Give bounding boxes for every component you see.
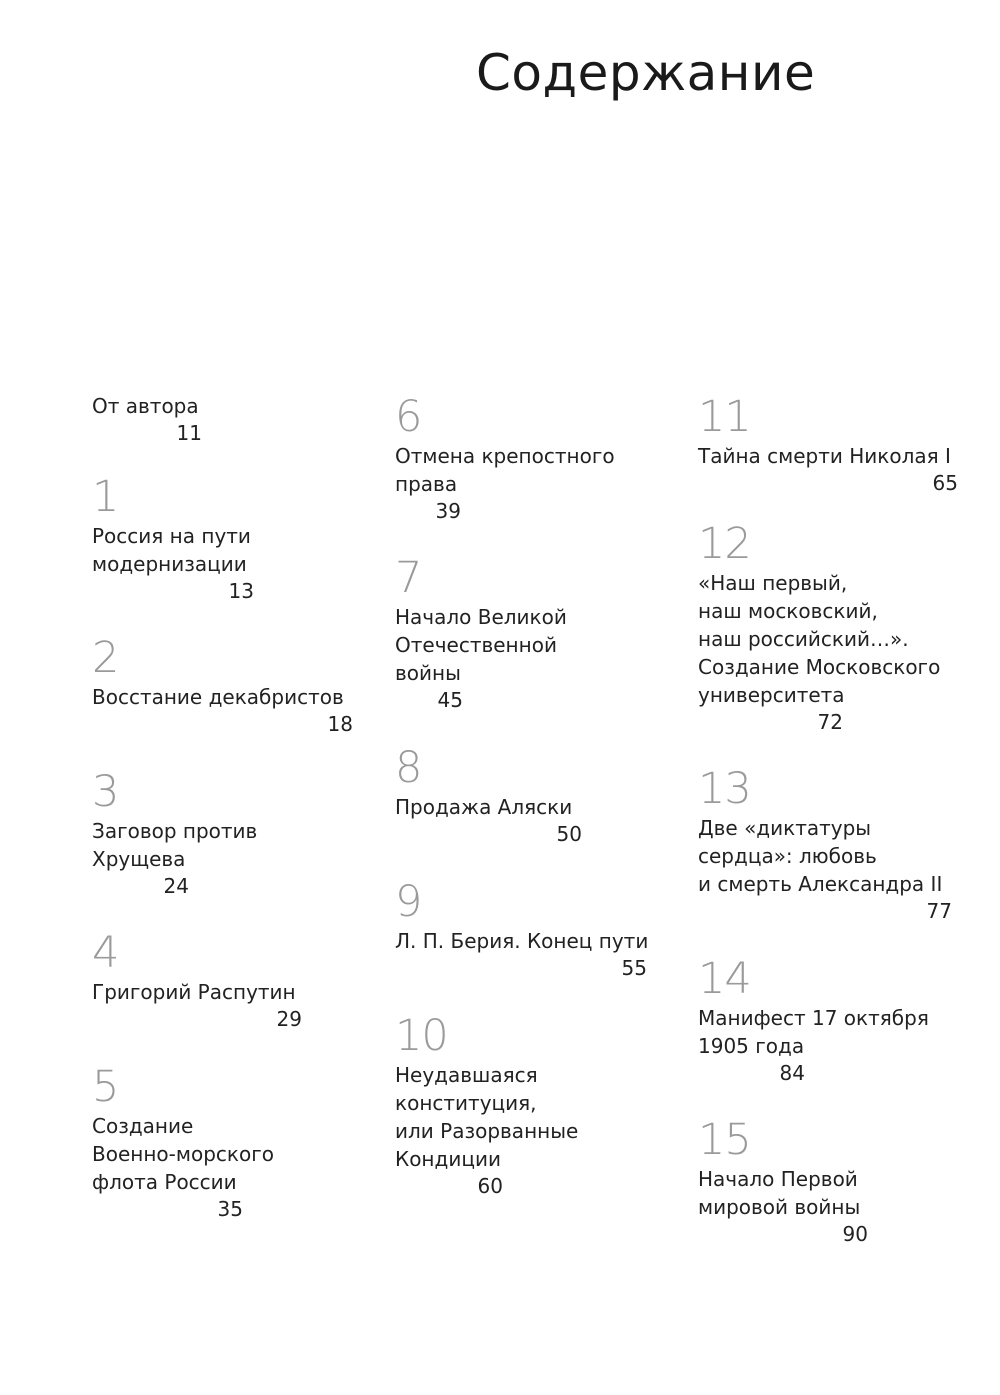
page-number: 65	[932, 471, 958, 495]
entry-title: Восстание декабристов	[92, 685, 344, 709]
page-number: 29	[276, 1007, 302, 1031]
entry-title: Манифест 17 октября 1905 года	[698, 1006, 929, 1058]
chapter-number: 9	[395, 877, 422, 927]
chapter-number: 2	[92, 633, 119, 683]
entry-title: От автора	[92, 394, 199, 418]
page-number: 60	[477, 1174, 503, 1198]
toc-entry-14[interactable]	[698, 954, 929, 1086]
chapter-number: 13	[698, 764, 751, 814]
toc-entry-13[interactable]	[698, 764, 952, 924]
entry-title: Заговор против Хрущева	[92, 819, 258, 871]
toc-entry-12[interactable]	[698, 519, 941, 735]
chapter-number: 5	[92, 1062, 119, 1112]
page-number: 24	[163, 874, 189, 898]
page-title: Содержание	[476, 44, 816, 102]
page-number: 45	[437, 688, 463, 712]
toc-entry-11[interactable]	[698, 392, 958, 496]
entry-title: Продажа Аляски	[395, 795, 573, 819]
chapter-number: 12	[698, 519, 751, 569]
entry-title: Неудавшаяся конституция, или Разорванные Кондиции	[395, 1063, 579, 1171]
entry-title: Тайна смерти Николая I	[698, 444, 951, 468]
toc-entry-15[interactable]	[698, 1115, 868, 1247]
entry-title: «Наш первый, наш московский, наш российский…». Создание Московского университета	[698, 571, 941, 707]
entry-title: Отмена крепостного права	[395, 444, 615, 496]
page-number: 11	[176, 421, 202, 445]
chapter-number: 1	[92, 472, 119, 522]
page-number: 90	[842, 1222, 868, 1246]
chapter-number: 4	[92, 928, 119, 978]
page-number: 39	[435, 499, 461, 523]
entry-title: Две «диктатуры сердца»: любовь и смерть Александра II	[698, 816, 943, 896]
toc-entry-10[interactable]	[395, 1011, 579, 1199]
toc-entry-6[interactable]	[395, 392, 615, 524]
toc-entry-8[interactable]	[395, 743, 582, 847]
toc-entry-author[interactable]	[92, 392, 202, 446]
chapter-number: 8	[395, 743, 422, 793]
chapter-number: 3	[92, 767, 119, 817]
entry-title: Создание Военно-морского флота России	[92, 1114, 274, 1194]
entry-title: Л. П. Берия. Конец пути	[395, 929, 649, 953]
chapter-number: 6	[395, 392, 422, 442]
chapter-number: 11	[698, 392, 751, 442]
toc-entry-1[interactable]	[92, 472, 254, 604]
toc-entry-5[interactable]	[92, 1062, 274, 1222]
page-number: 84	[779, 1061, 805, 1085]
page-number: 50	[556, 822, 582, 846]
page-number: 55	[621, 956, 647, 980]
toc-entry-9[interactable]	[395, 877, 647, 981]
chapter-number: 14	[698, 954, 751, 1004]
page-number: 72	[817, 710, 843, 734]
toc-entry-3[interactable]	[92, 767, 258, 899]
page-number: 35	[217, 1197, 243, 1221]
chapter-number: 7	[395, 553, 422, 603]
toc-entry-2[interactable]	[92, 633, 353, 737]
chapter-number: 10	[395, 1011, 448, 1061]
page-number: 77	[926, 899, 952, 923]
page-number: 13	[228, 579, 254, 603]
toc-entry-7[interactable]	[395, 553, 567, 713]
toc-entry-4[interactable]	[92, 928, 302, 1032]
entry-title: Григорий Распутин	[92, 980, 296, 1004]
entry-title: Россия на пути модернизации	[92, 524, 251, 576]
chapter-number: 15	[698, 1115, 751, 1165]
entry-title: Начало Великой Отечественной войны	[395, 605, 567, 685]
page-number: 18	[327, 712, 353, 736]
entry-title: Начало Первой мировой войны	[698, 1167, 861, 1219]
